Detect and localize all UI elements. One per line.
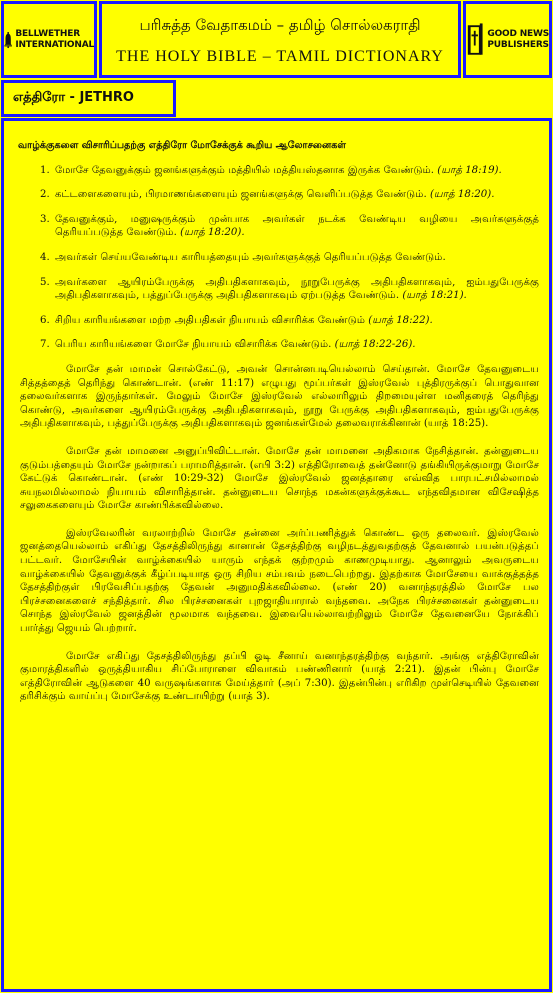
scripture-ref: (யாத் 18:20). (429, 189, 495, 201)
scripture-ref: (யாத் 18:20). (180, 227, 245, 239)
bellwether-logo (1, 1, 97, 78)
body-paragraph: மோசே தன் மாமன் சொல்கேட்டு, அவன் சொன்னபடியெல்லாம் செய்தான். மோசே தேவனுடைய சித்தத்தைத் தெரிந்து கொண்டான். (எண் 11:17) எழுபது மூப்பர்கள் இஸ்ரவேல் புத்திரருக்குப் பொதுவான தலைவர்களாக இருந்தார்கள். மேலும் மோசே இஸ்ரவேல் எல்லாரிலும் திறமையுள்ள மனிதரைத் தெரிந்து கொண்டு, அவர்களை ஆயிரம்பேருக்கு அதிபதிகளாகவும், நூறு பேருக்கு அதிபதிகளாகவும், ஐம்பதுபேருக்கு அதிபதிகளாகவும், பத்துப்பேருக்கு அதிபதிகளாகவும் ஜனங்கள்மேல் தலைவராக்கினான் (யாத் 18:25). (20, 363, 539, 430)
book-icon (466, 18, 484, 62)
list-item: 3. தேவனுக்கும், மனுஷருக்கும் முன்பாக அவர்கள் நடக்க வேண்டிய வழியை அவர்களுக்குத் தெரியப்படுத்த வேண்டும். (யாத் 18:20). (53, 213, 539, 240)
bellwether-line1: BELLWETHER (15, 28, 80, 39)
list-item: 6. சிறிய காரியங்களை மற்ற அதிபதிகள் நியாயம் விசாரிக்க வேண்டும் (யாத் 18:22). (53, 314, 539, 328)
list-item: 4. அவர்கள் செய்யவேண்டிய காரியத்தையும் அவர்களுக்குத் தெரியப்படுத்த வேண்டும். (53, 251, 539, 265)
title-english: THE HOLY BIBLE – TAMIL DICTIONARY (116, 48, 444, 65)
title-tamil: பரிசுத்த வேதாகமம் – தமிழ் சொல்லகராதி (139, 16, 421, 34)
entry-content (1, 118, 552, 992)
section-heading: வாழ்க்குகளை விசாரிப்பதற்கு எத்திரோ மோசேக்குக் கூறிய ஆலோசனைகள் (18, 140, 347, 151)
dictionary-title (99, 1, 461, 78)
scripture-ref: (யாத் 18:22-26). (334, 339, 416, 351)
good-news-logo (463, 1, 552, 78)
list-item: 7. பெரிய காரியங்களை மோசே நியாயம் விசாரிக்க வேண்டும். (யாத் 18:22-26). (53, 338, 539, 352)
body-paragraph: இஸ்ரவேலரின் வரலாற்றில் மோசே தன்னை அர்ப்பணித்துக் கொண்ட ஒரு தலைவர். இஸ்ரவேல் ஜனத்தையெல்லாம் எகிப்து தேசத்திலிருந்து கானான் தேசத்திற்கு வழிநடத்துவதற்குத் தேவனால் பயன்படுத்தப் பட்டவர். மோசேயின் வாழ்க்கையில் யாரும் எந்தக் குற்றமும் காணமுடியாது. ஆனாலும் அவருடைய வாழ்க்கையில் தேவனுக்குக் கீழ்ப்படியாத ஒரு சிறிய சம்பவம் நடைபெற்றது. இதற்காக மோசேயை வாக்குத்தத்த தேசத்திற்குள் பிரவேசிப்பதற்கு தேவன் அனுமதிக்கவில்லை. (எண் 20) வனாந்தரத்தில் மோசே பல பிரச்சனைகளைச் சந்தித்தார். சில பிரச்சனைகள் புறஜாதியாரால் வந்தவை. அநேக பிரச்சனைகள் தன்னுடைய சொந்த இஸ்ரவேல் ஜனத்தின் மூலமாக வந்தவை. இவையெல்லாவற்றிலும் மோசே தேவனையே நோக்கிப் பார்த்து ஜெயம் பெற்றார். (20, 527, 539, 635)
good-news-line2: PUBLISHERS (487, 39, 549, 50)
scripture-ref: (யாத் 18:19). (437, 164, 502, 176)
advice-list (20, 164, 539, 352)
body-paragraph: மோசே தன் மாமனை அனுப்பிவிட்டான். மோசே தன் மாமனை அதிகமாக நேசித்தான். தன்னுடைய குடும்பத்தையும் மோசே நன்றாகப் பராமரித்தான். (எபி 3:2) எத்திரோவைத் தன்னோடு தங்கியிருக்குமாறு மோசே கேட்டுக் கொண்டான். (எண் 10:29-32) மோசே இஸ்ரவேல் ஜனத்தாரை எவ்வித பாரபட்சமில்லாமல் சுயநலமில்லாமல் நியாயம் விசாரித்தான். தன்னுடைய சொந்த மகன்களுக்குக்கூட எந்தவிதமான விசேஷித்த சலுகைகளையும் மோசே காண்பிக்கவில்லை. (20, 445, 539, 512)
scripture-ref: (யாத் 18:22). (368, 314, 433, 326)
scripture-ref: (யாத் 18:21). (402, 290, 467, 302)
bell-icon (4, 18, 12, 62)
good-news-line1: GOOD NEWS (487, 28, 549, 39)
list-item: 1. மோசே தேவனுக்கும் ஜனங்களுக்கும் மத்தியில் மத்தியஸ்தனாக இருக்க வேண்டும். (யாத் 18:19). (53, 164, 539, 178)
entry-word: எத்திரோ - JETHRO (13, 90, 134, 105)
body-paragraph: மோசே எகிப்து தேசத்திலிருந்து தப்பி ஓடி சீனாய் வனாந்தரத்திற்கு வந்தார். அங்கு எத்திரோவின் குமாரத்திகளில் ஒருத்தியாகிய சிப்போராளை விவாகம் பண்ணினார் (யாத் 2:21). இதன் பின்பு மோசே எத்திரோவின் ஆடுகளை 40 வருஷங்களாக மேய்த்தார் (அப் 7:30). இதன்பின்பு எரிகிற முள்செடியில் தேவனை தரிசிக்கும் வாய்ப்பு மோசேக்கு உண்டாயிற்று (யாத் 3). (20, 650, 539, 703)
entry-word-box (1, 80, 176, 117)
bellwether-line2: INTERNATIONAL (15, 39, 94, 50)
list-item: 2. கட்டளைகளையும், பிரமாணங்களையும் ஜனங்களுக்கு வெளிப்படுத்த வேண்டும். (யாத் 18:20). (53, 188, 539, 202)
list-item: 5. அவர்களை ஆயிரம்பேருக்கு அதிபதிகளாகவும், நூறுபேருக்கு அதிபதிகளாகவும், ஐம்பதுபேருக்கு அதிபதிகளாகவும், பத்துப்பேருக்கு அதிபதிகளாகவும் ஏற்படுத்த வேண்டும். (யாத் 18:21). (53, 276, 539, 303)
